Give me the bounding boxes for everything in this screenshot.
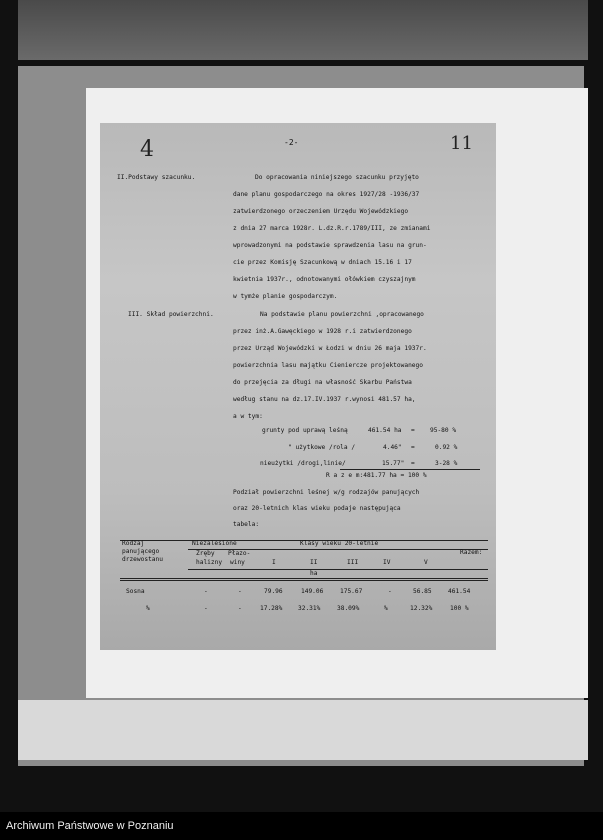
- table-cell: 175.67: [340, 588, 363, 595]
- total-line: R a z e m:481.77 ha = 100 %: [326, 472, 427, 479]
- text-line: przez Urząd Wojewódzki w Łodzi w dniu 26 maja 1937r.: [233, 345, 427, 352]
- text-line: a w tym:: [233, 413, 263, 420]
- breakdown-label: " użytkowe /rola /: [288, 444, 356, 451]
- breakdown-sep: =: [411, 460, 415, 467]
- text-line: dane planu gospodarczego na okres 1927/28 -1936/37: [233, 191, 420, 198]
- mount-lower-edge: [18, 700, 588, 760]
- table-cell: 17.28%: [260, 605, 283, 612]
- header-plazowiny: winy: [230, 559, 245, 566]
- header-class: V: [424, 559, 428, 566]
- breakdown-label: grunty pod uprawą leśną: [262, 427, 348, 434]
- header-rodzaj: panującego: [122, 548, 160, 555]
- table-cell: -: [238, 588, 242, 595]
- header-rodzaj: Rodzaj: [122, 540, 145, 547]
- page-number: -2-: [284, 138, 299, 147]
- text-line: tabela:: [233, 521, 260, 528]
- handwritten-corner-mark: 11: [450, 133, 473, 154]
- document-page: [100, 123, 496, 650]
- text-line: według stanu na dz.17.IV.1937 r.wynosi 481.57 ha,: [233, 396, 416, 403]
- table-cell: -: [204, 588, 208, 595]
- text-line: wprowadzonymi na podstawie sprawdzenia lasu na grun-: [233, 242, 427, 249]
- text-line: Podział powierzchni leśnej w/g rodzajów panujących: [233, 489, 420, 496]
- section-heading-ii: II.Podstawy szacunku.: [117, 174, 196, 181]
- header-zreby: Zręby: [196, 550, 215, 557]
- archive-label: Archiwum Państwowe w Poznaniu: [6, 820, 174, 832]
- section-heading-iii: III. Skład powierzchni.: [128, 311, 214, 318]
- row-label: %: [146, 605, 150, 612]
- header-klasy-wieku: Klasy wieku 20-letnie: [300, 540, 379, 547]
- breakdown-value: 15.77": [382, 460, 405, 467]
- row-label: Sosna: [126, 588, 145, 595]
- breakdown-pct: 95-80 %: [430, 427, 457, 434]
- table-cell: 149.06: [301, 588, 324, 595]
- breakdown-label: nieużytki /drogi,linie/: [260, 460, 346, 467]
- text-line: powierzchnia lasu majątku Cieniercze projektowanego: [233, 362, 423, 369]
- table-cell: 12.32%: [410, 605, 433, 612]
- header-zreby: halizny: [196, 559, 223, 566]
- text-line: cie przez Komisję Szacunkową w dniach 15.16 i 17: [233, 259, 412, 266]
- table-cell: 38.09%: [337, 605, 360, 612]
- breakdown-sep: =: [411, 444, 415, 451]
- header-razem: Razem:: [460, 549, 483, 556]
- breakdown-sep: =: [411, 427, 415, 434]
- sum-underline: [340, 469, 480, 470]
- table-cell: 79.96: [264, 588, 283, 595]
- table-cell: 32.31%: [298, 605, 321, 612]
- breakdown-value: 4.46": [383, 444, 402, 451]
- table-rule: [188, 569, 488, 570]
- breakdown-pct: 0.92 %: [435, 444, 458, 451]
- background-sheet: [18, 0, 588, 60]
- header-plazowiny: Płazo-: [228, 550, 251, 557]
- header-class: I: [272, 559, 276, 566]
- table-cell: -: [204, 605, 208, 612]
- unit-label: ha: [310, 570, 318, 577]
- text-line: zatwierdzonego orzeczeniem Urzędu Wojewódzkiego: [233, 208, 409, 215]
- text-line: oraz 20-letnich klas wieku podaje następująca: [233, 505, 401, 512]
- text-line: kwietnia 1937r., odnotowanymi ołówkiem czyszajnym: [233, 276, 416, 283]
- table-cell: -: [238, 605, 242, 612]
- text-line: Do opracowania niniejszego szacunku przyjęto: [255, 174, 419, 181]
- header-niezalesione: Niezalesione: [192, 540, 237, 547]
- table-cell: 461.54: [448, 588, 471, 595]
- text-line: z dnia 27 marca 1928r. L.dz.R.r.1789/III, ze zmianami: [233, 225, 431, 232]
- table-cell: 56.85: [413, 588, 432, 595]
- header-class: III: [347, 559, 359, 566]
- table-rule: [120, 578, 488, 579]
- forest-area-table: [120, 540, 498, 620]
- table-cell: %: [384, 605, 388, 612]
- text-line: w tymże planie gospodarczym.: [233, 293, 338, 300]
- header-class: II: [310, 559, 318, 566]
- table-rule: [120, 580, 488, 581]
- header-class: IV: [383, 559, 391, 566]
- archive-footer: [0, 812, 603, 840]
- handwritten-page-mark: 4: [140, 137, 154, 162]
- text-line: przez inż.A.Gawęckiego w 1928 r.i zatwierdzonego: [233, 328, 412, 335]
- breakdown-value: 461.54 ha: [368, 427, 402, 434]
- table-cell: 100 %: [450, 605, 469, 612]
- header-rodzaj: drzewostanu: [122, 556, 163, 563]
- text-line: Na podstawie planu powierzchni ,opracowanego: [260, 311, 424, 318]
- breakdown-pct: 3-28 %: [435, 460, 458, 467]
- text-line: do przejęcia za długi na własność Skarbu Państwa: [233, 379, 412, 386]
- table-cell: -: [388, 588, 392, 595]
